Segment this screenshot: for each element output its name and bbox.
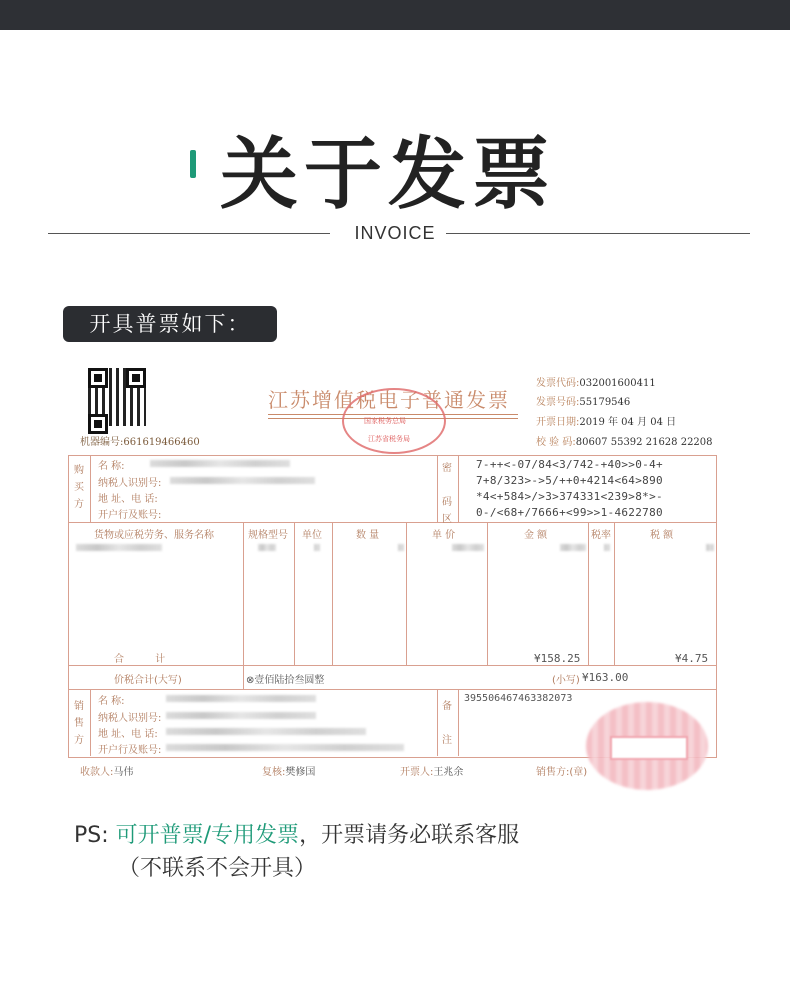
col-header-tax: 税 额 [650,530,674,541]
redacted-text [170,477,315,484]
seller-seal-inner [610,736,688,760]
redacted-text [398,544,404,551]
redacted-text [166,728,366,735]
top-bar [0,0,790,30]
sum-small: ¥163.00 [582,671,629,684]
redacted-text [166,712,316,719]
redacted-text [76,544,162,551]
title-accent-bar [190,150,196,178]
col-header-rate: 税率 [591,530,611,541]
seal-text-top: 国家税务总局 [364,417,406,425]
seller-bank-label: 开户行及账号: [98,745,162,756]
redacted-text [560,544,586,551]
invoice-code: 发票代码:032001600411 [536,378,656,389]
issuer: 开票人:王兆余 [400,767,464,778]
invoice-date: 开票日期:2019 年 04 月 04 日 [536,417,677,428]
payee: 收款人:马伟 [80,767,134,778]
reviewer: 复核:樊修国 [262,767,316,778]
section-label: 开具普票如下： [63,306,277,342]
invoice-title: 江苏增值税电子普通发票 [268,388,510,412]
col-header-qty: 数 量 [356,530,380,541]
redacted-text [166,695,316,702]
ps-note-line2: （不联系不会开具） [118,856,317,881]
redacted-text [258,544,276,551]
remark-value: 395506467463382073 [464,693,573,704]
col-header-spec: 规格型号 [248,530,288,541]
page-subtitle: INVOICE [354,223,436,243]
machine-number: 机器编号:661619466460 [80,437,200,448]
buyer-side-label: 购 买 方 [74,465,84,510]
cipher-side-label: 密 码 区 [442,463,452,525]
total-label: 合 计 [114,654,180,665]
redacted-text [604,544,610,551]
cipher-line: 7+8/323>->5/++0+4214<64>890 [476,474,663,487]
cipher-line: 7-++<-07/84<3/742-+40>>0-4+ [476,458,663,471]
redacted-text [452,544,484,551]
buyer-address-label: 地 址、电 话: [98,494,158,505]
seal-text-bottom: 江苏省税务局 [368,435,410,443]
seller-taxid-label: 纳税人识别号: [98,713,162,724]
buyer-bank-label: 开户行及账号: [98,510,162,521]
redacted-text [314,544,320,551]
total-tax: ¥4.75 [675,652,709,665]
cipher-line: 0-/<68+/7666+<99>>1-4622780 [476,506,663,519]
buyer-name-label: 名 称: [98,461,125,472]
check-code: 校 验 码:80607 55392 21628 22208 [536,437,713,448]
ps-note: PS: 可开普票/专用发票，开票请务必联系客服 [74,823,520,848]
invoice-number: 发票号码:55179546 [536,397,631,408]
ps-highlight: 可开普票/专用发票 [115,823,300,848]
page-title: 关于发票 [220,130,557,220]
col-header-price: 单 价 [432,530,456,541]
seller-side-label: 销 售 方 [74,701,84,746]
sum-small-label: (小写) [552,675,580,686]
total-amount: ¥158.25 [534,652,581,665]
seller-address-label: 地 址、电 话: [98,729,158,740]
redacted-text [166,744,404,751]
sum-label: 价税合计(大写) [114,675,182,686]
qr-corner [88,414,108,434]
seller-name-label: 名 称: [98,696,125,707]
buyer-taxid-label: 纳税人识别号: [98,478,162,489]
divider-left [48,233,330,234]
col-header-item: 货物或应税劳务、服务名称 [94,530,214,541]
divider-right [446,233,750,234]
redacted-text [150,460,290,467]
sum-in-words: ⊗壹佰陆拾叁圆整 [246,675,325,686]
col-header-unit: 单位 [302,530,322,541]
col-header-amount: 金 额 [524,530,548,541]
cipher-line: *4<+584>/>3>374331<239>8*>- [476,490,663,503]
seller-stamp-label: 销售方:(章) [536,767,588,778]
remark-side-label: 备 注 [442,701,452,746]
redacted-text [706,544,714,551]
